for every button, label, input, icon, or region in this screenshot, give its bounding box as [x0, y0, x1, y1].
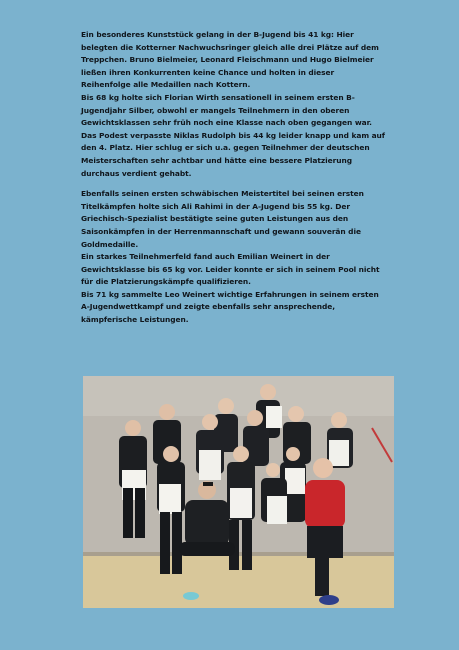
- paragraph-65kg: Ein starkes Teilnehmerfeld fand auch Emilian Weinert in der Gewichtsklasse bis 65 kg vor. Leider konnte er sich in seinem Pool nicht für die Platzierungskämpfe qualifizieren.: [81, 252, 380, 287]
- team-photo: [83, 376, 394, 608]
- paragraph-44kg: Das Podest verpasste Niklas Rudolph bis 44 kg leider knapp und kam auf den 4. Platz. Hier schlug er sich u.a. gegen Teilnehmer der deutschen Meisterschaften sehr achtbar und hätte eine bessere Platzierung durchaus verdient gehabt.: [81, 130, 385, 178]
- paragraph-a-jugend-55kg: Ebenfalls seinen ersten schwäbischen Meistertitel bei seinen ersten Titelkämpfen holte sich Ali Rahimi in der A-Jugend bis 55 kg. Der Griechisch-Spezialist bestätigte seine guten Leistungen aus den Saisonkämpfen in der Herrenmannschaft und gewann souverän die Goldmedaille.: [81, 189, 364, 249]
- team-photo-illustration: [83, 376, 394, 608]
- paragraph-b-jugend-41kg: Ein besonderes Kunststück gelang in der B-Jugend bis 41 kg: Hier belegten die Kotterner Nachwuchsringer gleich alle drei Plätze auf dem Treppchen. Bruno Bielmeier, Leonard Fleischmann und Hugo Bielmeier ließen ihren Konkurrenten keine Chance und holten in dieser Reihenfolge alle Medaillen nach Kottern.: [81, 30, 379, 90]
- paragraph-71kg: Bis 71 kg sammelte Leo Weinert wichtige Erfahrungen in seinem ersten A-Jugendwettkampf und zeigte ebenfalls sehr ansprechende, kämpferische Leistungen.: [81, 289, 379, 325]
- paragraph-68kg: Bis 68 kg holte sich Florian Wirth sensationell in seinem ersten B-Jugendjahr Silber, obwohl er mangels Teilnehmern in den oberen Gewichtsklassen sehr früh noch eine Klasse nach oben gegangen war.: [81, 92, 372, 128]
- article-text: [81, 29, 386, 327]
